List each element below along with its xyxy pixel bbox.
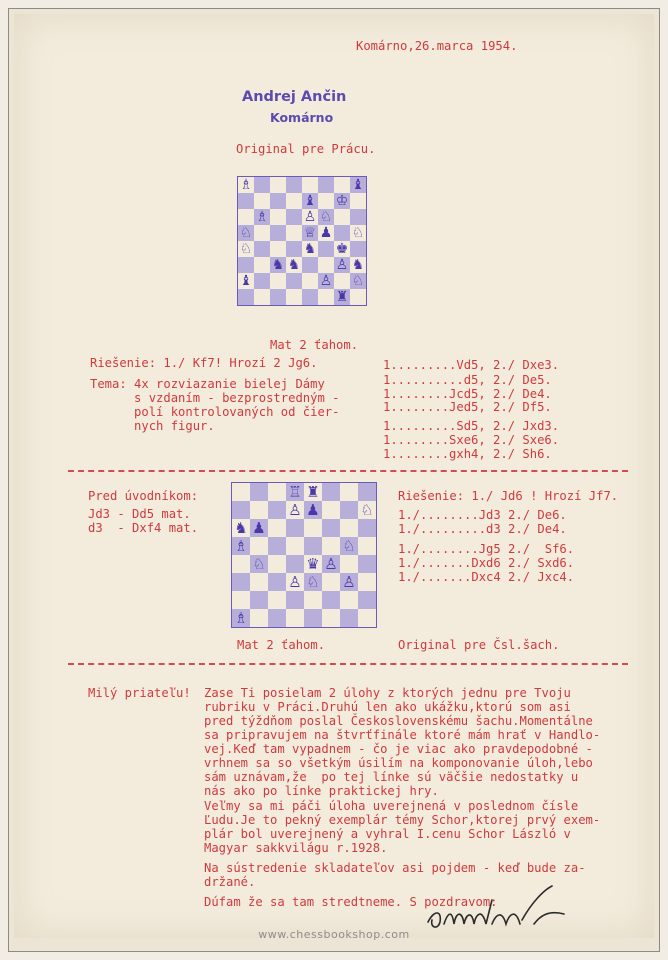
problem2-variation: 1./.........d3 2./ De4. bbox=[398, 522, 567, 536]
problem1-variation: 1........Jcd5, 2./ De4. bbox=[383, 387, 552, 401]
problem1-theme-line: polí kontrolovaných od čier- bbox=[90, 405, 340, 419]
chess-piece: ♘ bbox=[351, 225, 365, 241]
problem1-variation: 1..........d5, 2./ De5. bbox=[383, 373, 552, 387]
problem2-try: d3 - Dxf4 mat. bbox=[88, 521, 199, 535]
chess-piece: ♔ bbox=[335, 193, 349, 209]
chess-piece: ♞ bbox=[287, 257, 301, 273]
chess-piece: ♟ bbox=[306, 501, 320, 519]
letter-line: plár bol uverejnený a vyhral I.cenu Schor László v bbox=[204, 827, 571, 841]
chess-piece: ♗ bbox=[239, 177, 253, 193]
problem1-variation: 1........Jed5, 2./ Df5. bbox=[383, 400, 552, 414]
problem2-chessboard bbox=[231, 482, 377, 628]
problem2-solution: Riešenie: 1./ Jd6 ! Hrozí Jf7. bbox=[398, 489, 619, 503]
problem1-chessboard bbox=[237, 176, 367, 306]
problem1-variation: 1........gxh4, 2./ Sh6. bbox=[383, 447, 552, 461]
letter-salutation: Milý priateľu! bbox=[88, 686, 191, 700]
problem1-title: Original pre Prácu. bbox=[236, 142, 376, 156]
chess-piece: ♘ bbox=[306, 573, 320, 591]
problem2-try: Jd3 - Dd5 mat. bbox=[88, 507, 191, 521]
problem2-variation: 1./.......Dxc4 2./ Jxc4. bbox=[398, 570, 575, 584]
letter-line: rubriku v Práci.Druhú len ako ukážku,ktorú som asi bbox=[204, 700, 571, 714]
chess-piece: ♕ bbox=[303, 225, 317, 241]
chess-piece: ♞ bbox=[303, 241, 317, 257]
section-divider bbox=[68, 663, 628, 665]
letter-line: Ľudu.Je to pekný exemplár témy Schor,ktorej prvý exem- bbox=[204, 813, 601, 827]
chess-piece: ♝ bbox=[239, 273, 253, 289]
watermark: www.chessbookshop.com bbox=[258, 928, 410, 941]
chess-piece: ♝ bbox=[351, 177, 365, 193]
problem1-theme-line: nych figur. bbox=[90, 419, 215, 433]
chess-piece: ♙ bbox=[288, 573, 302, 591]
problem2-variation: 1./........Jd3 2./ De6. bbox=[398, 508, 567, 522]
chess-piece: ♖ bbox=[288, 483, 302, 501]
letter-line: nás ako po línke praktickej hry. bbox=[204, 784, 439, 798]
chess-piece: ♜ bbox=[306, 483, 320, 501]
letter-line: sám uznávam,že po tej línke sú väčšie nedostatky u bbox=[204, 770, 579, 784]
place-date: Komárno,26.marca 1954. bbox=[356, 39, 518, 53]
chess-piece: ♜ bbox=[335, 289, 349, 305]
chess-piece: ♛ bbox=[306, 555, 320, 573]
chess-piece: ♘ bbox=[319, 209, 333, 225]
letter-line: Zase Ti posielam 2 úlohy z ktorých jednu pre Tvoju bbox=[204, 686, 571, 700]
letter-line: Veľmy sa mi páči úloha uverejnená v poslednom čísle bbox=[204, 799, 579, 813]
problem1-variation: 1........Sxe6, 2./ Sxe6. bbox=[383, 433, 560, 447]
letter-line: pred týždňom poslal Československému šachu.Momentálne bbox=[204, 714, 593, 728]
chess-piece: ♘ bbox=[342, 537, 356, 555]
chess-piece: ♞ bbox=[271, 257, 285, 273]
chess-piece: ♙ bbox=[342, 573, 356, 591]
letter-line: vej.Keď tam vypadnem - čo je viac ako pravdepodobné - bbox=[204, 742, 593, 756]
letter-line: sa pripravujem na štvrťfinále ktoré mám hrať v Handlo- bbox=[204, 728, 601, 742]
problem1-theme-line: s vzdaním - bezprostredným - bbox=[90, 391, 340, 405]
problem1-theme-line: Tema: 4x rozviazanie bielej Dámy bbox=[90, 377, 325, 391]
chess-piece: ♘ bbox=[239, 225, 253, 241]
chess-piece: ♙ bbox=[324, 555, 338, 573]
chess-piece: ♙ bbox=[319, 273, 333, 289]
problem1-stipulation: Mat 2 ťahom. bbox=[270, 338, 359, 352]
chess-piece: ♚ bbox=[335, 241, 349, 257]
chess-piece: ♟ bbox=[319, 225, 333, 241]
author-name: Andrej Ančin bbox=[242, 89, 347, 105]
chess-piece: ♞ bbox=[351, 257, 365, 273]
problem2-before-label: Pred úvodníkom: bbox=[88, 489, 199, 503]
problem1-variation: 1.........Vd5, 2./ Dxe3. bbox=[383, 358, 560, 372]
chess-piece: ♗ bbox=[234, 537, 248, 555]
problem1-solution: Riešenie: 1./ Kf7! Hrozí 2 Jg6. bbox=[90, 356, 318, 370]
chess-piece: ♙ bbox=[335, 257, 349, 273]
problem2-variation: 1./.......Dxd6 2./ Sxd6. bbox=[398, 556, 575, 570]
chess-piece: ♘ bbox=[360, 501, 374, 519]
chess-piece: ♙ bbox=[303, 209, 317, 225]
author-town: Komárno bbox=[270, 110, 334, 125]
chess-piece: ♘ bbox=[252, 555, 266, 573]
chess-piece: ♙ bbox=[288, 501, 302, 519]
problem2-stipulation: Mat 2 ťahom. bbox=[237, 638, 326, 652]
letter-line: Magyar sakkvilágu r.1928. bbox=[204, 841, 388, 855]
letter-paragraph: držané. bbox=[204, 875, 256, 889]
chess-piece: ♘ bbox=[351, 273, 365, 289]
letter-paragraph: Na sústredenie skladateľov asi pojdem - keď bude za- bbox=[204, 861, 586, 875]
chess-piece: ♟ bbox=[252, 519, 266, 537]
chess-piece: ♘ bbox=[239, 241, 253, 257]
chess-piece: ♝ bbox=[303, 193, 317, 209]
letter-closing: Dúfam že sa tam stredtneme. S pozdravom: bbox=[204, 895, 498, 909]
problem2-variation: 1./........Jg5 2./ Sf6. bbox=[398, 542, 575, 556]
chess-piece: ♗ bbox=[234, 609, 248, 627]
problem2-title: Original pre Čsl.šach. bbox=[398, 638, 560, 652]
problem1-variation: 1.........Sd5, 2./ Jxd3. bbox=[383, 419, 560, 433]
chess-piece: ♞ bbox=[234, 519, 248, 537]
chess-piece: ♗ bbox=[255, 209, 269, 225]
section-divider bbox=[68, 470, 628, 472]
letter-line: vrhnem sa so všetkým úsilím na komponovanie úloh,lebo bbox=[204, 756, 593, 770]
